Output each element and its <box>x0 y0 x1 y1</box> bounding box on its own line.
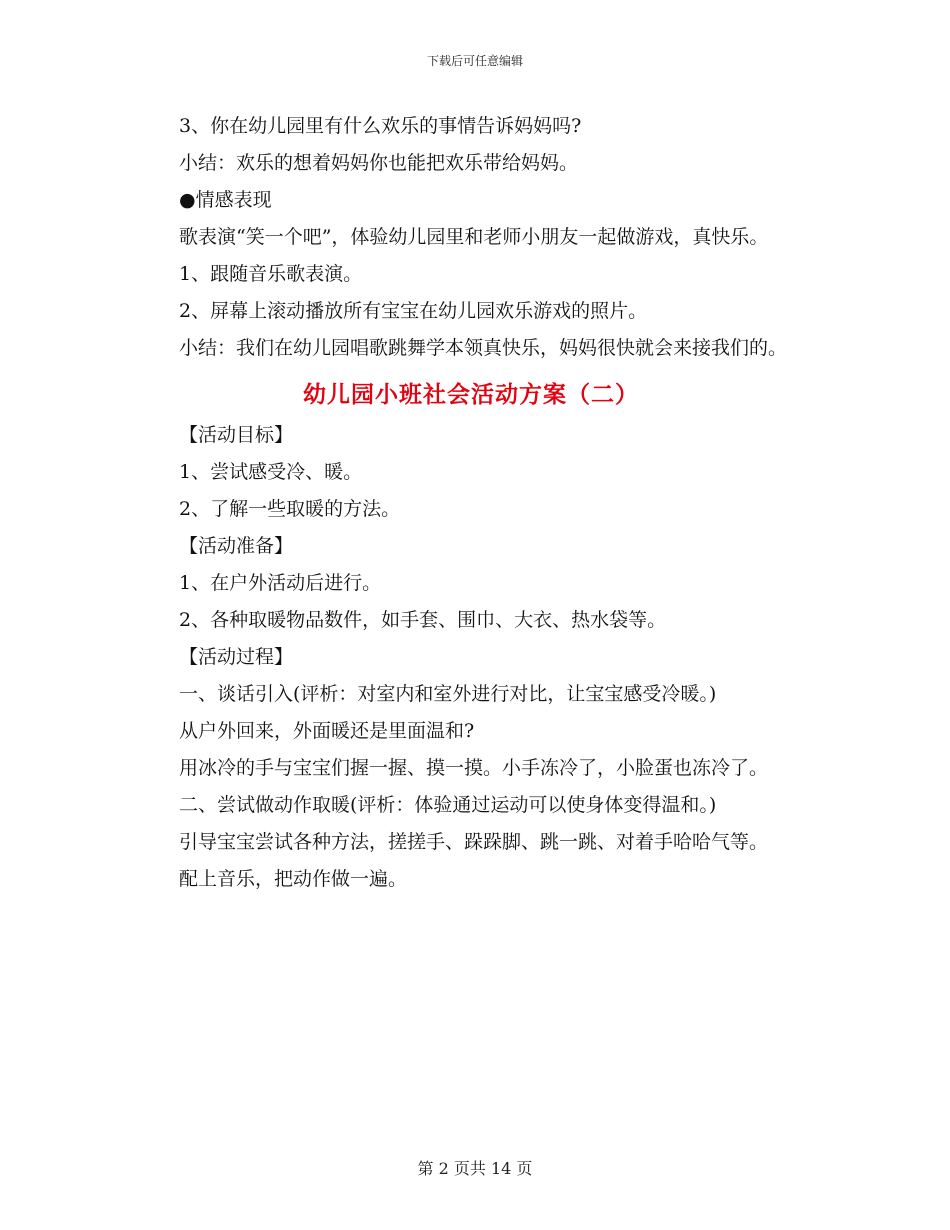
paragraph: 小结：欢乐的想着妈妈你也能把欢乐带给妈妈。 <box>179 152 579 174</box>
paragraph: 1、跟随音乐歌表演。 <box>179 263 363 285</box>
page-number: 第 2 页共 14 页 <box>417 1159 533 1178</box>
section-heading: 【活动准备】 <box>179 535 294 557</box>
paragraph: 3、你在幼儿园里有什么欢乐的事情告诉妈妈吗? <box>179 115 582 137</box>
paragraph: 1、在户外活动后进行。 <box>179 572 382 594</box>
document-body <box>141 108 801 898</box>
page-header-note: 下载后可任意编辑 <box>426 54 523 68</box>
paragraph: 用冰冷的手与宝宝们握一握、摸一摸。小手冻冷了，小脸蛋也冻冷了。 <box>179 757 769 779</box>
paragraph: 一、谈话引入(评析：对室内和室外进行对比，让宝宝感受冷暖。) <box>179 683 717 705</box>
section-heading-bullet: ●情感表现 <box>179 189 272 211</box>
paragraph: 2、各种取暖物品数件，如手套、围巾、大衣、热水袋等。 <box>179 609 667 631</box>
paragraph: 二、尝试做动作取暖(评析：体验通过运动可以使身体变得温和。) <box>179 794 717 816</box>
paragraph: 2、屏幕上滚动播放所有宝宝在幼儿园欢乐游戏的照片。 <box>179 300 648 322</box>
paragraph: 歌表演“笑一个吧”，体验幼儿园里和老师小朋友一起做游戏，真快乐。 <box>179 226 769 248</box>
paragraph: 1、尝试感受冷、暖。 <box>179 461 363 483</box>
document-title: 幼儿园小班社会活动方案（二） <box>303 381 639 408</box>
paragraph: 2、了解一些取暖的方法。 <box>179 498 401 520</box>
paragraph: 从户外回来，外面暖还是里面温和? <box>179 720 475 742</box>
paragraph: 配上音乐，把动作做一遍。 <box>179 868 408 890</box>
section-heading: 【活动目标】 <box>179 424 294 446</box>
section-heading: 【活动过程】 <box>179 646 294 668</box>
paragraph: 小结：我们在幼儿园唱歌跳舞学本领真快乐，妈妈很快就会来接我们的。 <box>179 337 788 359</box>
paragraph: 引导宝宝尝试各种方法，搓搓手、跺跺脚、跳一跳、对着手哈哈气等。 <box>179 831 769 853</box>
